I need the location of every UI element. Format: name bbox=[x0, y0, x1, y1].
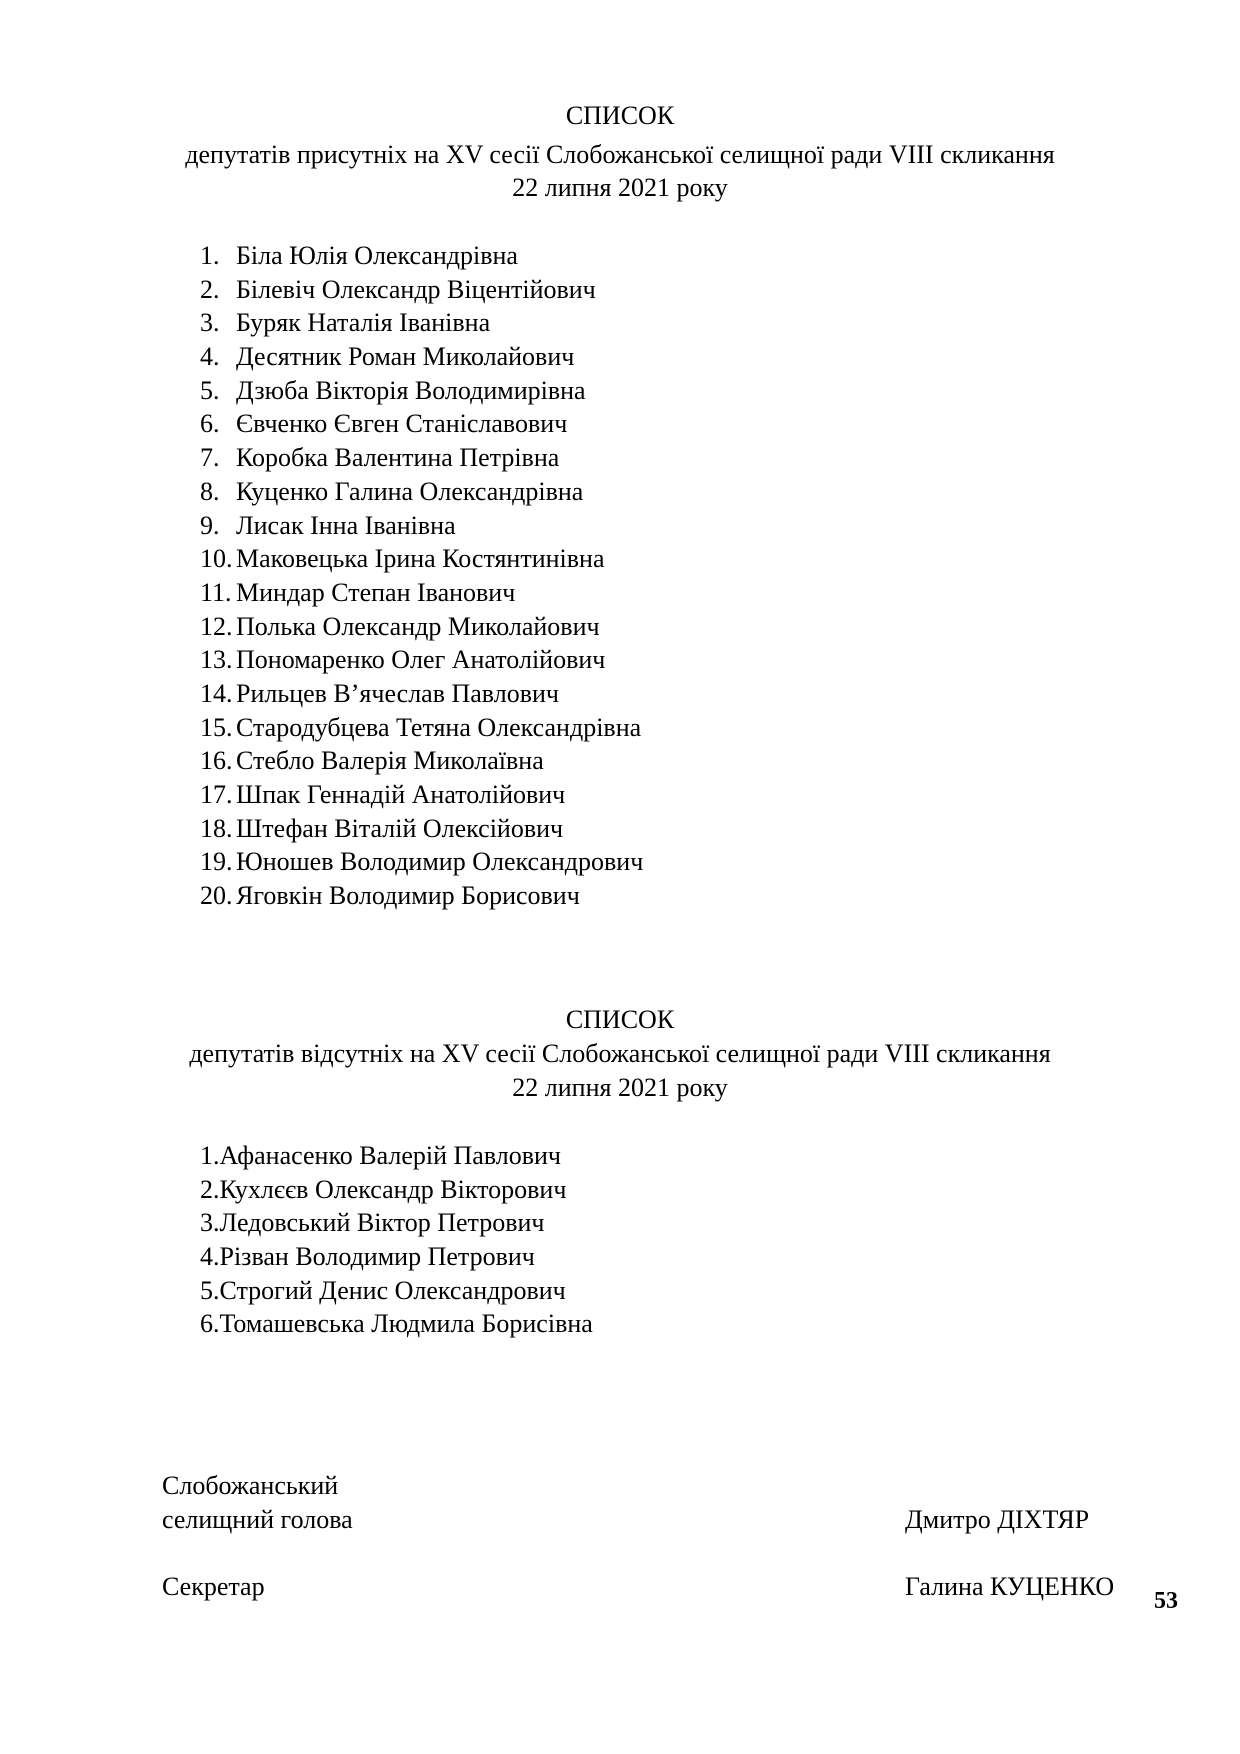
list-item bbox=[200, 1206, 593, 1240]
present-subtitle: депутатів присутніх на XV сесії Слобожанської селищної ради VIII скликання bbox=[185, 140, 1055, 169]
list-item-number: 4. bbox=[200, 1242, 220, 1272]
list-item bbox=[200, 778, 643, 812]
list-item bbox=[200, 509, 643, 543]
absent-title: СПИСОК bbox=[565, 1005, 675, 1034]
list-item-name: Пономаренко Олег Анатолійович bbox=[236, 645, 606, 675]
list-item-name: Миндар Степан Іванович bbox=[236, 577, 516, 607]
list-item-name: Штефан Віталій Олексійович bbox=[236, 813, 564, 843]
list-item-name: Строгий Денис Олександрович bbox=[219, 1275, 566, 1305]
list-item-number: 9. bbox=[200, 510, 220, 540]
list-item-name: Юноше​в Володимир Олександрович bbox=[236, 847, 644, 877]
list-item-name: Коробка Валентина Петрівна bbox=[236, 443, 560, 473]
list-item-number: 10. bbox=[200, 544, 233, 574]
absent-deputies-list bbox=[200, 1139, 593, 1341]
list-item-name: Куценко Галина Олександрівна bbox=[236, 476, 584, 506]
list-item bbox=[200, 711, 643, 745]
list-item bbox=[200, 812, 643, 846]
list-item bbox=[200, 340, 643, 374]
list-item-number: 2. bbox=[200, 1174, 220, 1204]
list-item-name: Буряк Наталія Іванівна bbox=[236, 308, 491, 338]
list-item bbox=[200, 306, 643, 340]
list-item-number: 3. bbox=[200, 1208, 220, 1238]
list-item bbox=[200, 239, 643, 273]
list-item-number: 13. bbox=[200, 645, 233, 675]
list-item-name: Різван Володимир Петрович bbox=[219, 1242, 535, 1272]
list-item-name: Кухлєєв Олександр Вікторович bbox=[219, 1174, 567, 1204]
list-item-number: 5. bbox=[200, 375, 220, 405]
list-item-number: 12. bbox=[200, 611, 233, 641]
list-item-number: 11. bbox=[200, 577, 232, 607]
present-deputies-list bbox=[200, 239, 643, 913]
list-item bbox=[200, 1274, 593, 1308]
list-item-number: 20. bbox=[200, 881, 233, 911]
list-item bbox=[200, 576, 643, 610]
present-date: 22 липня 2021 року bbox=[512, 173, 728, 202]
list-item bbox=[200, 1139, 593, 1173]
list-item-number: 3. bbox=[200, 308, 220, 338]
list-item bbox=[200, 273, 643, 307]
list-item bbox=[200, 407, 643, 441]
list-item bbox=[200, 845, 643, 879]
list-item bbox=[200, 475, 643, 509]
list-item-name: Десятник Роман Миколайович bbox=[236, 342, 575, 372]
list-item-number: 1. bbox=[200, 1141, 220, 1170]
list-item-number: 5. bbox=[200, 1275, 220, 1305]
list-item-name: Полька Олександр Миколайович bbox=[236, 611, 600, 641]
list-item-number: 7. bbox=[200, 443, 220, 473]
list-item bbox=[200, 879, 643, 913]
absent-date: 22 липня 2021 року bbox=[512, 1073, 728, 1102]
list-item-number: 16. bbox=[200, 746, 233, 776]
head-title-line2: селищний голова bbox=[162, 1505, 353, 1534]
list-item-name: Дзюба Вікторія Володимирівна bbox=[236, 375, 586, 405]
list-item bbox=[200, 542, 643, 576]
list-item-name: Стебло Валерія Миколаївна bbox=[236, 746, 544, 776]
list-item-number: 15. bbox=[200, 712, 233, 742]
list-item bbox=[200, 677, 643, 711]
secretary-name: Галина КУЦЕНКО bbox=[905, 1572, 1115, 1601]
list-item-name: Білевіч Олександр Віцентійович bbox=[236, 274, 596, 304]
list-item bbox=[200, 1307, 593, 1341]
list-item-number: 14. bbox=[200, 678, 233, 708]
list-item-number: 8. bbox=[200, 476, 220, 506]
list-item-number: 19. bbox=[200, 847, 233, 877]
list-item-number: 4. bbox=[200, 342, 220, 372]
list-item-number: 18. bbox=[200, 813, 233, 843]
list-item bbox=[200, 643, 643, 677]
list-item bbox=[200, 610, 643, 644]
list-item-name: Рильцев В’ячеслав Павлович bbox=[236, 678, 559, 708]
list-item bbox=[200, 744, 643, 778]
list-item-number: 17. bbox=[200, 780, 233, 809]
list-item-number: 6. bbox=[200, 409, 220, 439]
list-item-name: Ледовський Віктор Петрович bbox=[219, 1208, 545, 1238]
list-item-name: Томашевська Людмила Борисівна bbox=[219, 1309, 593, 1339]
list-item-name: Стародубцева Тетяна Олександрівна bbox=[236, 712, 642, 742]
list-item-name: Біла Юлія Олександрівна bbox=[236, 241, 518, 270]
list-item bbox=[200, 441, 643, 475]
list-item-name: Яговкін Володимир Борисович bbox=[236, 881, 580, 911]
head-name: Дмитро ДІХТЯР bbox=[905, 1505, 1090, 1534]
list-item bbox=[200, 374, 643, 408]
absent-subtitle: депутатів відсутніх на XV сесії Слобожанської селищної ради VIII скликання bbox=[189, 1039, 1051, 1068]
list-item-name: Маковецька Ірина Костянтинівна bbox=[236, 544, 605, 574]
list-item-name: Євченко Євген Станіславович bbox=[236, 409, 568, 439]
list-item-name: Шпак Геннадій Анатолійович bbox=[236, 780, 566, 809]
head-title-line1: Слобожанський bbox=[162, 1471, 339, 1500]
secretary-title: Секретар bbox=[162, 1572, 265, 1601]
list-item-number: 1. bbox=[200, 241, 220, 270]
list-item bbox=[200, 1240, 593, 1274]
present-title: СПИСОК bbox=[565, 101, 675, 130]
list-item-number: 2. bbox=[200, 274, 220, 304]
list-item bbox=[200, 1173, 593, 1207]
list-item-number: 6. bbox=[200, 1309, 220, 1339]
list-item-name: Афанасенко Валерій Павлович bbox=[219, 1141, 562, 1170]
page-number: 53 bbox=[1154, 1588, 1178, 1614]
list-item-name: Лисак Інна Іванівна bbox=[236, 510, 456, 540]
